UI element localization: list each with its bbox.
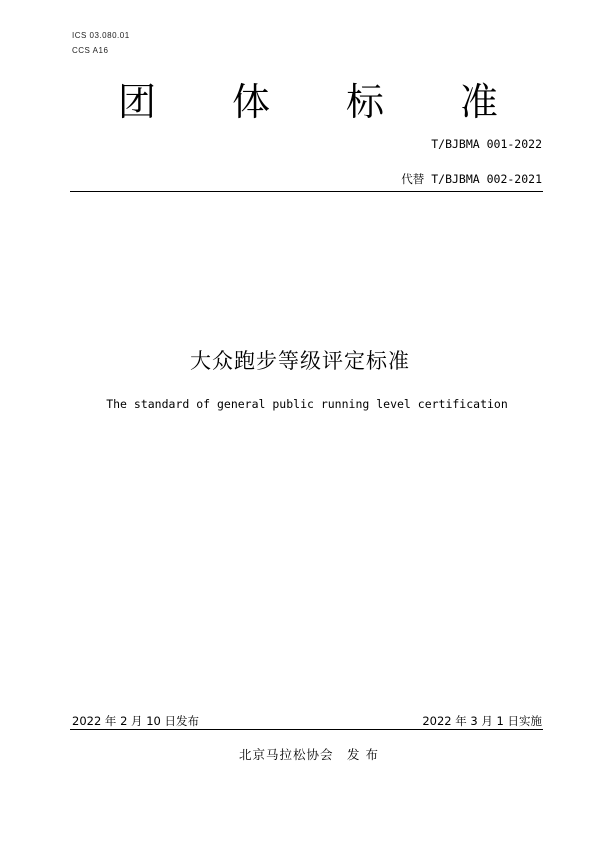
standard-type-heading <box>118 78 498 126</box>
standard-number: T/BJBMA 001-2022 <box>431 137 542 151</box>
publisher: 北京马拉松协会 发 布 <box>239 747 379 762</box>
standard-type-char-4: 准 <box>459 80 498 124</box>
bottom-divider <box>70 729 543 730</box>
ics-code: ICS 03.080.01 <box>72 31 130 40</box>
ccs-code: CCS A16 <box>72 46 109 55</box>
standard-type-char-2: 体 <box>231 80 270 124</box>
top-divider <box>70 191 543 192</box>
document-title-zh: 大众跑步等级评定标准 <box>190 349 410 373</box>
implementation-date: 2022 年 3 月 1 日实施 <box>422 714 542 728</box>
document-title-en: The standard of general public running level certification <box>106 397 508 411</box>
issue-date: 2022 年 2 月 10 日发布 <box>72 714 199 728</box>
standard-type-char-1: 团 <box>118 80 157 124</box>
standard-type-char-3: 标 <box>345 80 384 124</box>
replaces-standard: 代替 T/BJBMA 002-2021 <box>401 172 542 186</box>
